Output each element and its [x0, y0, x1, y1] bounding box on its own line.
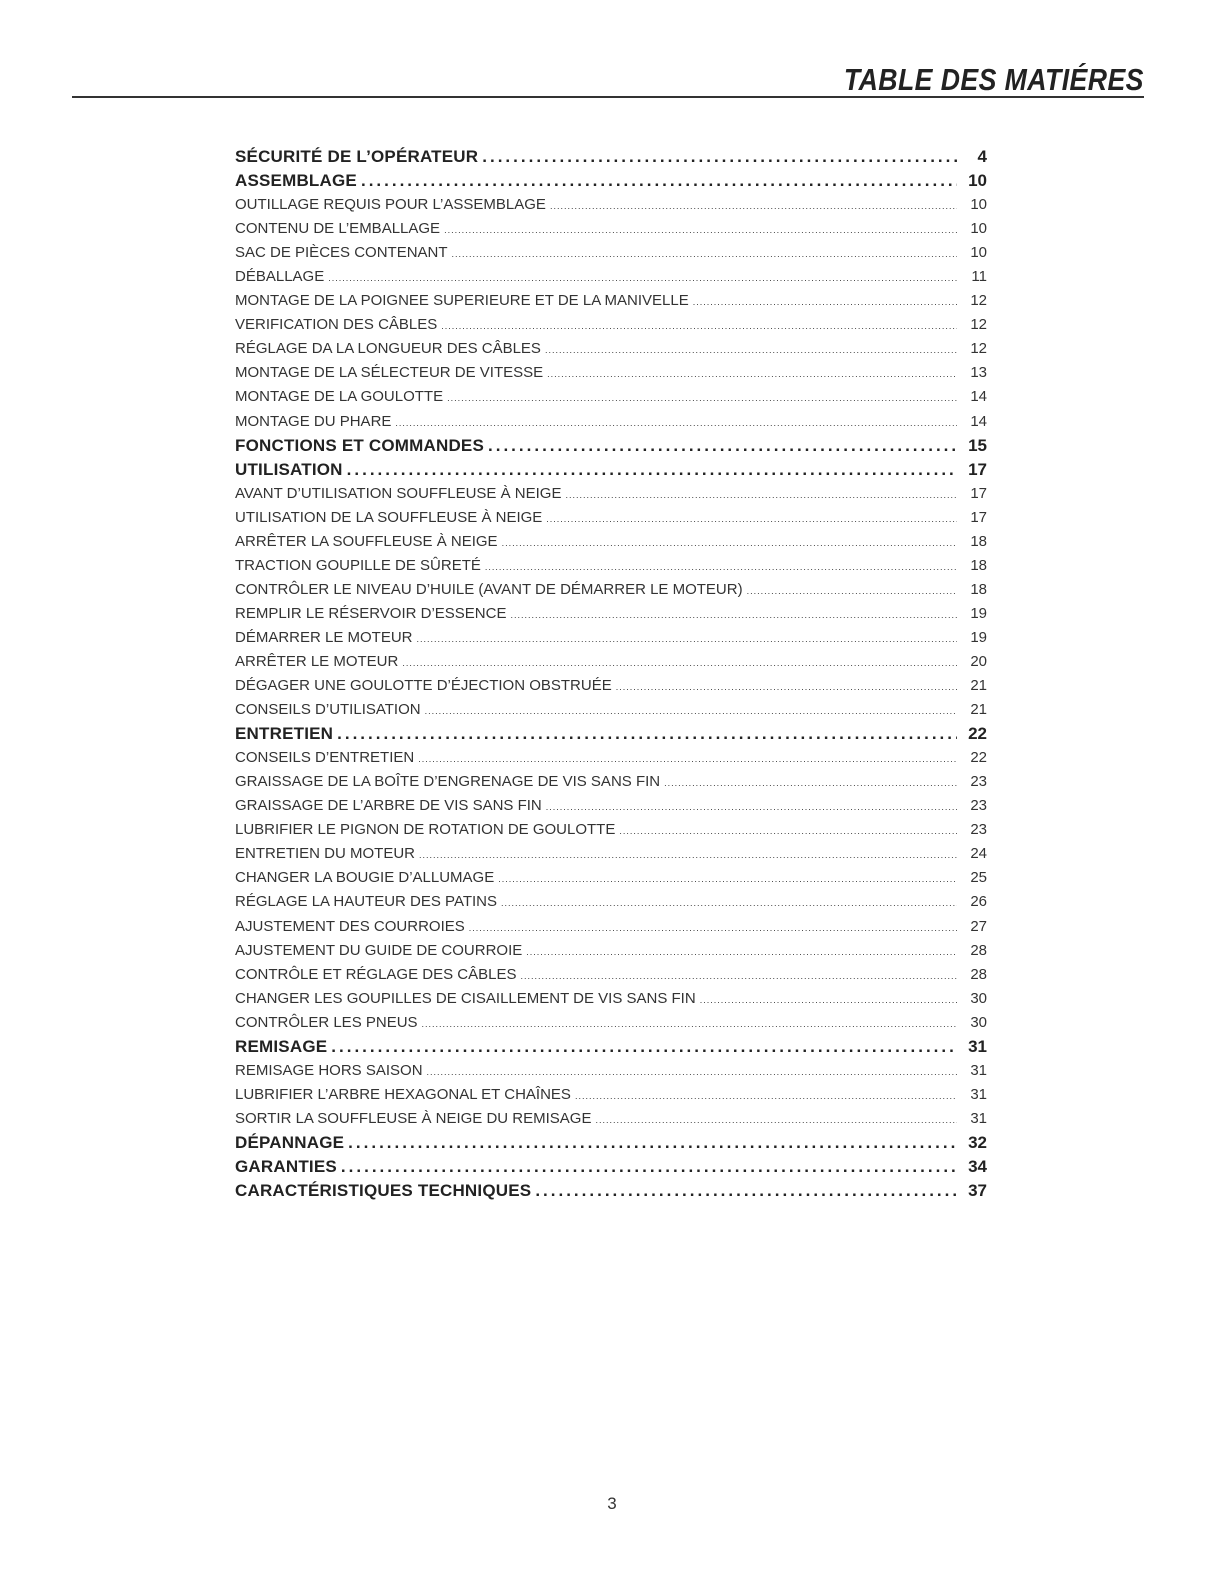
toc-entry-label: REMISAGE: [235, 1036, 328, 1056]
toc-entry-page: 15: [968, 435, 987, 455]
toc-subsection-entry[interactable]: [235, 385, 987, 409]
toc-entry-label: CONTRÔLE ET RÉGLAGE DES CÂBLES: [235, 965, 517, 983]
toc-entry-label: OUTILLAGE REQUIS POUR L’ASSEMBLAGE: [235, 196, 546, 214]
toc-dot-leader: [747, 579, 957, 602]
toc-entry-label: LUBRIFIER L’ARBRE HEXAGONAL ET CHAÎNES: [235, 1085, 571, 1103]
toc-entry-page: 12: [970, 292, 987, 310]
toc-subsection-entry[interactable]: [235, 289, 987, 313]
toc-section-entry[interactable]: [235, 1035, 987, 1059]
toc-dot-leader: [417, 627, 957, 650]
toc-subsection-entry[interactable]: [235, 506, 987, 530]
toc-entry-label: AJUSTEMENT DES COURROIES: [235, 917, 465, 935]
toc-entry-label: ASSEMBLAGE: [235, 171, 357, 191]
toc-dot-leader: [546, 507, 957, 530]
toc-entry-page: 14: [970, 412, 987, 430]
toc-subsection-entry[interactable]: [235, 265, 987, 289]
toc-subsection-entry[interactable]: [235, 241, 987, 265]
toc-dot-leader: [469, 916, 957, 939]
toc-entry-page: 13: [970, 364, 987, 382]
toc-section-entry[interactable]: [235, 434, 987, 458]
toc-dot-leader: [402, 651, 957, 674]
toc-entry-page: 27: [970, 917, 987, 935]
toc-entry-page: 23: [970, 797, 987, 815]
toc-entry-label: CONTRÔLER LE NIVEAU D’HUILE (AVANT DE DÉMARRER LE MOTEUR): [235, 580, 743, 598]
toc-entry-page: 23: [970, 821, 987, 839]
toc-entry-page: 28: [970, 941, 987, 959]
toc-entry-page: 10: [970, 244, 987, 262]
toc-subsection-entry[interactable]: [235, 313, 987, 337]
toc-entry-page: 28: [970, 965, 987, 983]
toc-subsection-entry[interactable]: [235, 602, 987, 626]
toc-dot-leader: [444, 218, 957, 241]
toc-entry-label: CONTENU DE L’EMBALLAGE: [235, 220, 441, 238]
toc-entry-page: 32: [968, 1132, 987, 1152]
toc-entry-label: DÉMARRER LE MOTEUR: [235, 628, 413, 646]
toc-subsection-entry[interactable]: [235, 578, 987, 602]
toc-dot-leader: [337, 722, 957, 746]
toc-entry-label: MONTAGE DE LA GOULOTTE: [235, 388, 444, 406]
toc-dot-leader: [331, 1035, 957, 1059]
toc-entry-label: VERIFICATION DES CÂBLES: [235, 316, 438, 334]
toc-entry-label: MONTAGE DE LA SÉLECTEUR DE VITESSE: [235, 364, 544, 382]
toc-entry-label: AJUSTEMENT DU GUIDE DE COURROIE: [235, 941, 523, 959]
toc-entry-label: FONCTIONS ET COMMANDES: [235, 435, 485, 455]
toc-section-entry[interactable]: [235, 722, 987, 746]
toc-entry-page: 22: [970, 749, 987, 767]
page-number: 3: [607, 1494, 617, 1513]
toc-entry-label: CHANGER LA BOUGIE D’ALLUMAGE: [235, 869, 495, 887]
page-title: TABLE DES MATIÉRES: [843, 62, 1144, 97]
toc-subsection-entry[interactable]: [235, 530, 987, 554]
toc-subsection-entry[interactable]: [235, 939, 987, 963]
toc-entry-label: MONTAGE DE LA POIGNEE SUPERIEURE ET DE LA MANIVELLE: [235, 292, 689, 310]
title-divider: [72, 96, 1144, 98]
toc-entry-label: UTILISATION DE LA SOUFFLEUSE À NEIGE: [235, 508, 543, 526]
toc-entry-page: 31: [970, 1085, 987, 1103]
toc-entry-label: ENTRETIEN DU MOTEUR: [235, 845, 415, 863]
toc-subsection-entry[interactable]: [235, 770, 987, 794]
toc-dot-leader: [526, 940, 957, 963]
toc-subsection-entry[interactable]: [235, 410, 987, 434]
toc-subsection-entry[interactable]: [235, 1107, 987, 1131]
toc-section-entry[interactable]: [235, 169, 987, 193]
toc-entry-page: 25: [970, 869, 987, 887]
toc-entry-label: ARRÊTER LE MOTEUR: [235, 652, 399, 670]
toc-dot-leader: [550, 194, 957, 217]
toc-entry-page: 14: [970, 388, 987, 406]
toc-dot-leader: [595, 1108, 957, 1131]
toc-entry-page: 21: [970, 677, 987, 695]
toc-dot-leader: [510, 603, 957, 626]
toc-dot-leader: [422, 1012, 957, 1035]
toc-subsection-entry[interactable]: [235, 674, 987, 698]
toc-entry-page: 22: [968, 724, 987, 744]
toc-subsection-entry[interactable]: [235, 361, 987, 385]
table-of-contents: [235, 145, 987, 1203]
toc-entry-page: 30: [970, 1013, 987, 1031]
toc-entry-label: MONTAGE DU PHARE: [235, 412, 392, 430]
toc-dot-leader: [441, 314, 957, 337]
toc-subsection-entry[interactable]: [235, 746, 987, 770]
toc-entry-page: 10: [968, 171, 987, 191]
toc-subsection-entry[interactable]: [235, 1011, 987, 1035]
toc-dot-leader: [452, 242, 957, 265]
toc-section-entry[interactable]: [235, 1131, 987, 1155]
toc-entry-page: 17: [970, 508, 987, 526]
toc-subsection-entry[interactable]: [235, 650, 987, 674]
toc-entry-label: AVANT D’UTILISATION SOUFFLEUSE À NEIGE: [235, 484, 562, 502]
toc-entry-page: 31: [970, 1061, 987, 1079]
toc-entry-page: 12: [970, 316, 987, 334]
toc-entry-label: DÉGAGER UNE GOULOTTE D’ÉJECTION OBSTRUÉE: [235, 677, 612, 695]
toc-subsection-entry[interactable]: [235, 217, 987, 241]
toc-subsection-entry[interactable]: [235, 794, 987, 818]
toc-dot-leader: [418, 747, 957, 770]
toc-subsection-entry[interactable]: [235, 1083, 987, 1107]
toc-dot-leader: [545, 338, 957, 361]
toc-entry-page: 18: [970, 580, 987, 598]
toc-entry-page: 4: [977, 147, 987, 166]
toc-section-entry[interactable]: [235, 1179, 987, 1203]
toc-dot-leader: [546, 795, 957, 818]
toc-subsection-entry[interactable]: [235, 698, 987, 722]
toc-entry-label: SÉCURITÉ DE L’OPÉRATEUR: [235, 147, 479, 166]
toc-entry-label: SAC DE PIÈCES CONTENANT: [235, 244, 448, 262]
toc-subsection-entry[interactable]: [235, 915, 987, 939]
toc-entry-page: 11: [971, 268, 987, 286]
toc-dot-leader: [547, 362, 957, 385]
toc-entry-label: DÉPANNAGE: [235, 1132, 345, 1152]
toc-entry-label: GRAISSAGE DE L’ARBRE DE VIS SANS FIN: [235, 797, 542, 815]
toc-dot-leader: [616, 675, 957, 698]
toc-dot-leader: [488, 434, 957, 458]
toc-entry-label: RÉGLAGE LA HAUTEUR DES PATINS: [235, 893, 498, 911]
toc-entry-page: 23: [970, 773, 987, 791]
toc-entry-label: ENTRETIEN: [235, 724, 334, 744]
toc-entry-page: 17: [968, 459, 987, 479]
toc-dot-leader: [447, 386, 957, 409]
toc-dot-leader: [575, 1084, 957, 1107]
toc-entry-page: 18: [970, 556, 987, 574]
toc-entry-page: 31: [970, 1109, 987, 1127]
toc-section-entry[interactable]: [235, 1155, 987, 1179]
toc-subsection-entry[interactable]: [235, 482, 987, 506]
toc-subsection-entry[interactable]: [235, 987, 987, 1011]
toc-dot-leader: [425, 699, 957, 722]
toc-dot-leader: [664, 771, 957, 794]
toc-entry-page: 24: [970, 845, 987, 863]
toc-entry-label: CHANGER LES GOUPILLES DE CISAILLEMENT DE VIS SANS FIN: [235, 989, 696, 1007]
toc-dot-leader: [485, 555, 957, 578]
toc-entry-page: 31: [968, 1036, 987, 1056]
toc-subsection-entry[interactable]: [235, 818, 987, 842]
toc-dot-leader: [700, 988, 957, 1011]
toc-dot-leader: [419, 843, 957, 866]
toc-entry-page: 19: [970, 604, 987, 622]
toc-section-entry[interactable]: [235, 458, 987, 482]
toc-entry-label: UTILISATION: [235, 459, 343, 479]
toc-dot-leader: [520, 964, 957, 987]
toc-entry-label: CONSEILS D’UTILISATION: [235, 701, 421, 719]
toc-subsection-entry[interactable]: [235, 866, 987, 890]
toc-dot-leader: [347, 458, 957, 482]
toc-entry-page: 21: [970, 701, 987, 719]
toc-dot-leader: [482, 145, 957, 169]
toc-subsection-entry[interactable]: [235, 337, 987, 361]
toc-entry-label: TRACTION GOUPILLE DE SÛRETÉ: [235, 556, 481, 574]
toc-entry-label: CONSEILS D’ENTRETIEN: [235, 749, 415, 767]
toc-entry-page: 20: [970, 652, 987, 670]
toc-entry-label: RÉGLAGE DA LA LONGUEUR DES CÂBLES: [235, 340, 541, 358]
toc-entry-page: 10: [970, 196, 987, 214]
toc-dot-leader: [328, 266, 957, 289]
toc-entry-page: 12: [970, 340, 987, 358]
toc-dot-leader: [427, 1060, 957, 1083]
toc-dot-leader: [341, 1155, 957, 1179]
toc-entry-label: CARACTÉRISTIQUES TECHNIQUES: [235, 1181, 532, 1201]
toc-entry-page: 18: [970, 532, 987, 550]
toc-subsection-entry[interactable]: [235, 626, 987, 650]
toc-dot-leader: [501, 891, 957, 914]
toc-dot-leader: [361, 169, 957, 193]
toc-entry-label: SORTIR LA SOUFFLEUSE À NEIGE DU REMISAGE: [235, 1109, 592, 1127]
toc-dot-leader: [348, 1131, 957, 1155]
toc-dot-leader: [619, 819, 957, 842]
toc-entry-label: ARRÊTER LA SOUFFLEUSE À NEIGE: [235, 532, 498, 550]
toc-subsection-entry[interactable]: [235, 890, 987, 914]
toc-entry-label: GRAISSAGE DE LA BOÎTE D’ENGRENAGE DE VIS SANS FIN: [235, 773, 661, 791]
toc-dot-leader: [498, 867, 957, 890]
toc-section-entry[interactable]: [235, 145, 987, 169]
toc-subsection-entry[interactable]: [235, 554, 987, 578]
toc-dot-leader: [502, 531, 957, 554]
toc-subsection-entry[interactable]: [235, 1059, 987, 1083]
toc-dot-leader: [535, 1179, 957, 1203]
toc-entry-page: 19: [970, 628, 987, 646]
toc-entry-label: LUBRIFIER LE PIGNON DE ROTATION DE GOULOTTE: [235, 821, 616, 839]
toc-entry-label: DÉBALLAGE: [235, 268, 325, 286]
toc-subsection-entry[interactable]: [235, 842, 987, 866]
toc-entry-page: 10: [970, 220, 987, 238]
toc-dot-leader: [693, 290, 957, 313]
toc-entry-label: REMPLIR LE RÉSERVOIR D’ESSENCE: [235, 604, 507, 622]
toc-entry-page: 30: [970, 989, 987, 1007]
toc-entry-label: GARANTIES: [235, 1156, 337, 1176]
toc-entry-page: 37: [968, 1181, 987, 1201]
toc-subsection-entry[interactable]: [235, 963, 987, 987]
toc-entry-label: REMISAGE HORS SAISON: [235, 1061, 423, 1079]
toc-dot-leader: [565, 483, 957, 506]
toc-subsection-entry[interactable]: [235, 193, 987, 217]
toc-entry-page: 34: [968, 1156, 987, 1176]
toc-dot-leader: [395, 411, 957, 434]
toc-entry-label: CONTRÔLER LES PNEUS: [235, 1013, 418, 1031]
toc-entry-page: 26: [970, 893, 987, 911]
toc-entry-page: 17: [970, 484, 987, 502]
